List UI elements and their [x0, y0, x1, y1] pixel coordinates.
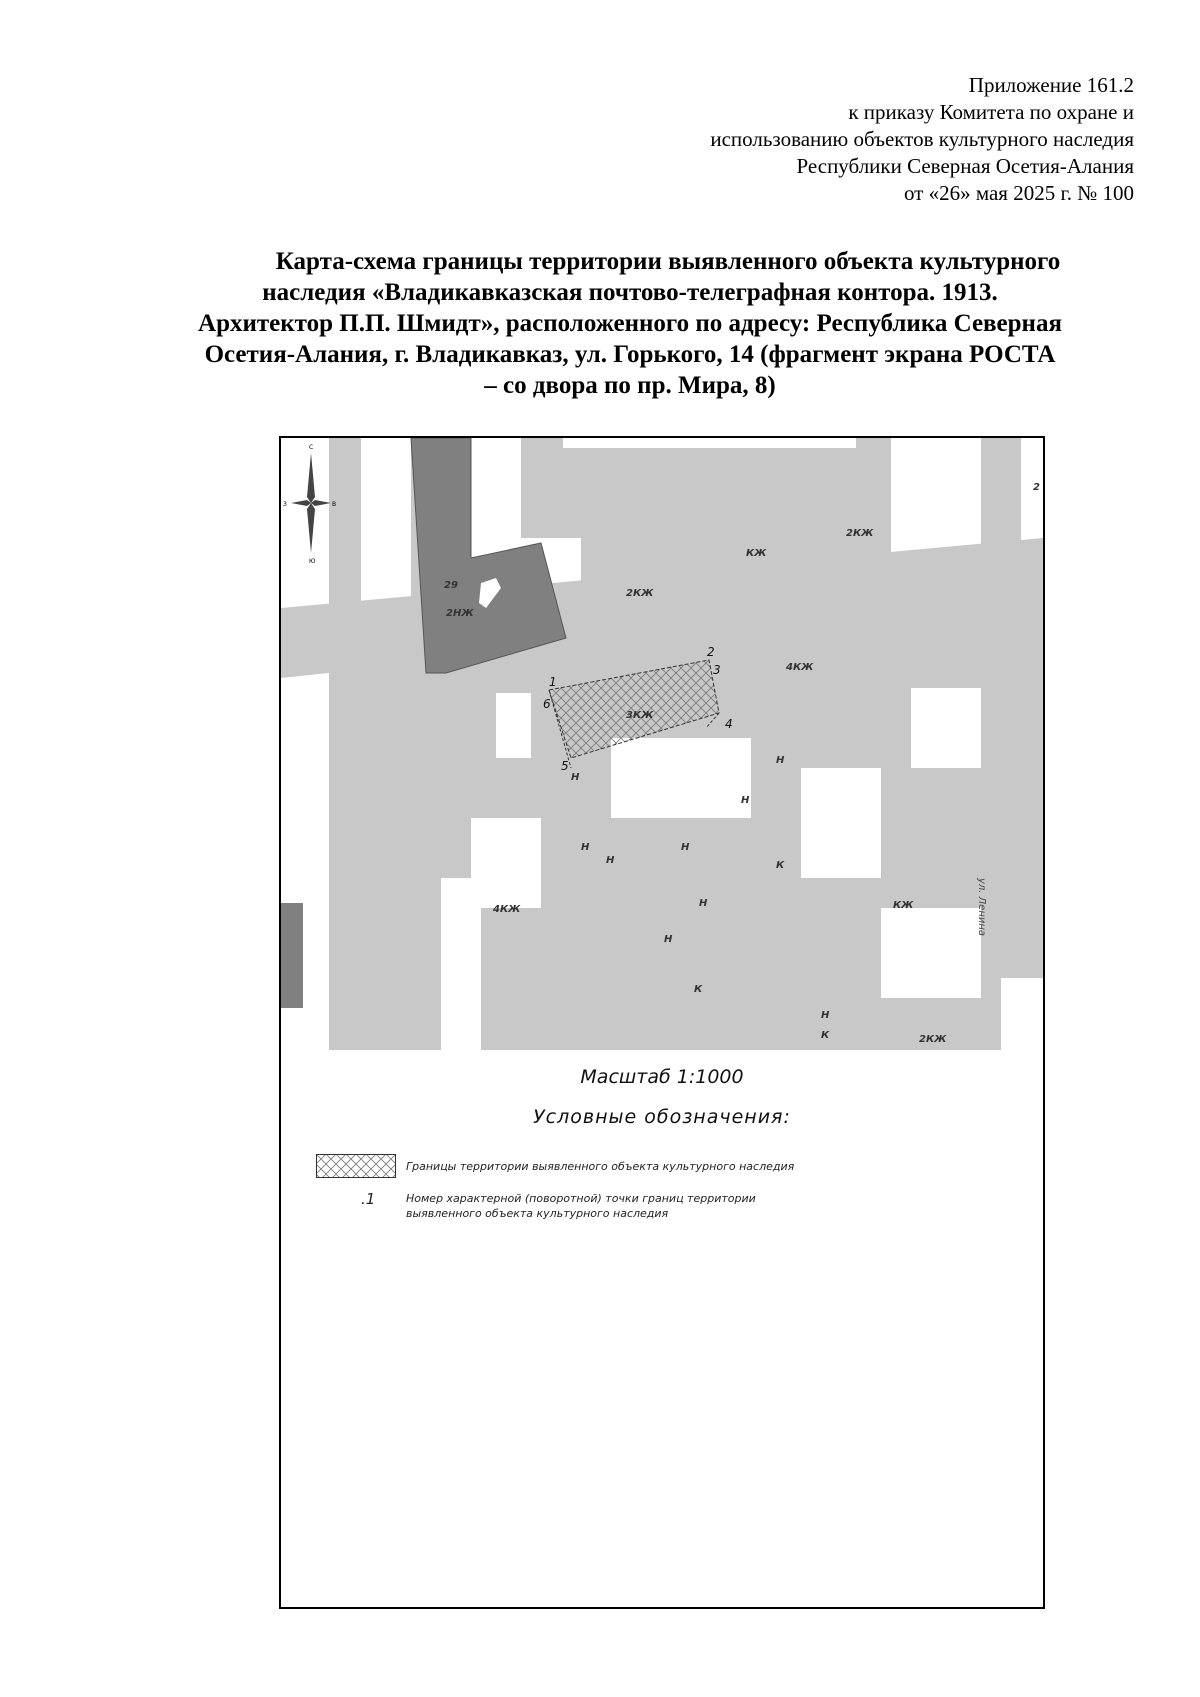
- compass-s: Ю: [309, 558, 316, 565]
- document-title: [130, 246, 1130, 401]
- label-b20: Н: [821, 1010, 830, 1021]
- boundary-hatch-icon: [316, 1154, 396, 1178]
- title-line-2: наследия «Владикавказская почтово-телеграфная контора. 1913.: [262, 279, 998, 306]
- white-area-9: [801, 768, 881, 878]
- point-label-4: 4: [725, 717, 733, 731]
- map-svg: [281, 438, 1043, 1050]
- point-label-6: 6: [543, 697, 551, 711]
- legend-point-text-line-1: Номер характерной (поворотной) точки границ территории: [406, 1192, 756, 1205]
- legend-boundary-row: [316, 1154, 1036, 1182]
- appendix-line-4: Республики Северная Осетия-Алания: [796, 154, 1134, 178]
- label-b8: Н: [776, 755, 785, 766]
- label-b2: КЖ: [746, 548, 767, 559]
- label-b22: 2КЖ: [919, 1034, 947, 1045]
- white-area-12: [881, 908, 981, 998]
- title-line-4: Осетия-Алания, г. Владикавказ, ул. Горького, 14 (фрагмент экрана РОСТА: [204, 341, 1056, 368]
- appendix-line-2: к приказу Комитета по охране и: [848, 100, 1134, 124]
- white-area-11: [911, 688, 981, 768]
- label-b17: Н: [699, 898, 708, 909]
- label-b19: К: [694, 984, 703, 995]
- label-b5: 2НЖ: [446, 608, 474, 619]
- label-b1: 2КЖ: [846, 528, 874, 539]
- label-b6: 4КЖ: [786, 662, 814, 673]
- building-dark-2: [281, 903, 303, 1008]
- label-b16: 4КЖ: [493, 904, 521, 915]
- label-b7: 3КЖ: [626, 710, 654, 721]
- appendix-line-5: от «26» мая 2025 г. № 100: [903, 181, 1134, 205]
- label-b3: 2КЖ: [626, 588, 654, 599]
- legend-title: Условные обозначения:: [533, 1106, 791, 1128]
- label-b21: К: [821, 1030, 830, 1041]
- title-line-5: – со двора по пр. Мира, 8): [484, 372, 776, 399]
- white-area-7: [496, 693, 531, 758]
- label-b14: К: [776, 860, 785, 871]
- compass-w: З: [283, 501, 287, 508]
- white-area-10: [471, 818, 541, 908]
- label-b15: КЖ: [893, 900, 914, 911]
- legend-point-text-line-2: выявленного объекта культурного наследия: [406, 1207, 669, 1220]
- map-scale: Масштаб 1:1000: [580, 1066, 744, 1088]
- appendix-line-1: Приложение 161.2: [968, 73, 1134, 97]
- title-line-1: Карта-схема границы территории выявленного объекта культурного: [275, 248, 1061, 275]
- label-b12: Н: [606, 855, 615, 866]
- map-frame: [279, 436, 1045, 1609]
- street-label: ул. Ленина: [976, 878, 987, 937]
- legend-point-number: 1: [365, 1190, 376, 1208]
- point-label-3: 3: [713, 663, 721, 677]
- legend-boundary-text: Границы территории выявленного объекта культурного наследия: [406, 1160, 795, 1173]
- white-area-14: [1001, 978, 1043, 1050]
- point-label-1: 1: [549, 675, 557, 689]
- title-line-3: Архитектор П.П. Шмидт», расположенного по адресу: Республика Северная: [198, 310, 1062, 337]
- legend-point-text: [406, 1191, 756, 1221]
- label-b9: Н: [571, 772, 580, 783]
- white-area-8: [611, 738, 751, 818]
- label-b10: Н: [741, 795, 750, 806]
- compass-n: С: [309, 444, 314, 451]
- label-b23: 2: [1033, 482, 1040, 493]
- point-label-5: 5: [561, 759, 569, 773]
- appendix-line-3: использованию объектов культурного наследия: [710, 127, 1134, 151]
- legend-point-row: [316, 1190, 1036, 1230]
- appendix-header: [710, 72, 1134, 207]
- point-label-2: 2: [707, 645, 715, 659]
- label-b18: Н: [664, 934, 673, 945]
- label-b11: Н: [581, 842, 590, 853]
- label-b13: Н: [681, 842, 690, 853]
- label-b4: 29: [444, 580, 458, 591]
- road-vertical-left: [329, 438, 361, 1050]
- white-area-4: [563, 438, 856, 448]
- cadastral-map: [281, 438, 1043, 1050]
- compass-e: В: [332, 501, 337, 508]
- legend-point-symbol: .1: [361, 1190, 376, 1208]
